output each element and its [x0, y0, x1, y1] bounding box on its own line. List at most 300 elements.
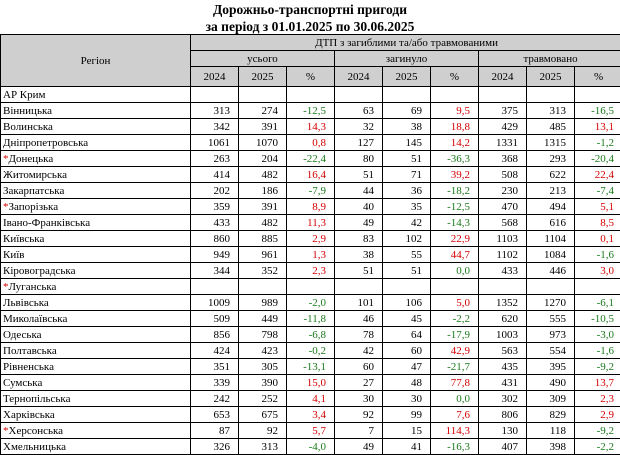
percent-cell: 4,1	[287, 391, 335, 407]
region-cell	[1, 103, 191, 119]
region-name: Львівська	[3, 297, 49, 309]
value-cell	[527, 279, 575, 295]
percent-cell	[431, 87, 479, 103]
value-cell: 92	[335, 407, 383, 423]
table-row	[1, 279, 620, 295]
value-cell: 78	[335, 327, 383, 343]
value-cell: 80	[335, 151, 383, 167]
value-cell: 263	[191, 151, 239, 167]
percent-cell: 0,0	[431, 263, 479, 279]
region-cell	[1, 247, 191, 263]
percent-cell: 44,7	[431, 247, 479, 263]
report-title	[0, 0, 620, 35]
region-cell	[1, 215, 191, 231]
percent-cell: 14,3	[287, 119, 335, 135]
percent-cell: -10,5	[575, 311, 620, 327]
region-cell	[1, 407, 191, 423]
region-name: Одеська	[3, 329, 42, 341]
percent-cell: -22,4	[287, 151, 335, 167]
col-header: 2025	[383, 67, 431, 87]
percent-cell: -4,0	[287, 439, 335, 455]
value-cell: 42	[335, 343, 383, 359]
value-cell: 69	[383, 103, 431, 119]
value-cell: 435	[479, 359, 527, 375]
value-cell: 309	[527, 391, 575, 407]
region-name: Сумська	[3, 377, 42, 389]
value-cell: 274	[239, 103, 287, 119]
value-cell: 30	[383, 391, 431, 407]
region-cell	[1, 199, 191, 215]
region-cell	[1, 343, 191, 359]
region-cell	[1, 167, 191, 183]
value-cell: 431	[479, 375, 527, 391]
region-cell	[1, 87, 191, 103]
value-cell: 40	[335, 199, 383, 215]
region-cell	[1, 263, 191, 279]
value-cell: 63	[335, 103, 383, 119]
table-body	[1, 87, 620, 455]
percent-cell	[287, 87, 335, 103]
value-cell: 130	[479, 423, 527, 439]
percent-cell: -36,3	[431, 151, 479, 167]
percent-cell: -9,2	[575, 423, 620, 439]
table-row	[1, 231, 620, 247]
percent-cell: 2,9	[287, 231, 335, 247]
value-cell: 252	[239, 391, 287, 407]
region-cell	[1, 151, 191, 167]
value-cell	[335, 279, 383, 295]
value-cell: 470	[479, 199, 527, 215]
value-cell: 127	[335, 135, 383, 151]
value-cell: 885	[239, 231, 287, 247]
percent-cell: 5,7	[287, 423, 335, 439]
region-cell	[1, 231, 191, 247]
value-cell: 563	[479, 343, 527, 359]
region-cell	[1, 183, 191, 199]
value-cell: 449	[239, 311, 287, 327]
value-cell: 49	[335, 439, 383, 455]
table-row	[1, 199, 620, 215]
value-cell: 424	[191, 343, 239, 359]
percent-cell: 5,1	[575, 199, 620, 215]
value-cell	[527, 87, 575, 103]
percent-cell: -6,1	[575, 295, 620, 311]
value-cell	[383, 279, 431, 295]
occupied-marker: *	[3, 153, 9, 165]
title-line-1: Дорожньо-транспортні пригоди	[0, 1, 620, 18]
percent-cell: 14,2	[431, 135, 479, 151]
percent-cell	[431, 279, 479, 295]
occupied-marker: *	[3, 425, 9, 437]
value-cell: 102	[383, 231, 431, 247]
value-cell: 482	[239, 215, 287, 231]
value-cell	[239, 279, 287, 295]
value-cell: 344	[191, 263, 239, 279]
percent-cell: 39,2	[431, 167, 479, 183]
table-row	[1, 295, 620, 311]
value-cell: 42	[383, 215, 431, 231]
region-name: Волинська	[3, 121, 53, 133]
occupied-marker: *	[3, 201, 9, 213]
value-cell: 313	[527, 103, 575, 119]
value-cell: 1003	[479, 327, 527, 343]
percent-cell: 2,9	[575, 407, 620, 423]
value-cell: 35	[383, 199, 431, 215]
value-cell: 51	[335, 167, 383, 183]
table-row	[1, 407, 620, 423]
value-cell: 1331	[479, 135, 527, 151]
region-cell	[1, 423, 191, 439]
percent-cell: 16,4	[287, 167, 335, 183]
col-header: 2025	[527, 67, 575, 87]
value-cell: 1270	[527, 295, 575, 311]
value-cell	[383, 87, 431, 103]
percent-cell: -18,2	[431, 183, 479, 199]
percent-cell: -2,2	[431, 311, 479, 327]
percent-cell: -2,0	[287, 295, 335, 311]
value-cell: 118	[527, 423, 575, 439]
value-cell: 1352	[479, 295, 527, 311]
value-cell: 429	[479, 119, 527, 135]
col-header: 2024	[191, 67, 239, 87]
value-cell: 30	[335, 391, 383, 407]
value-cell: 339	[191, 375, 239, 391]
percent-cell: 77,8	[431, 375, 479, 391]
region-name: Запорізька	[9, 201, 59, 213]
value-cell: 1102	[479, 247, 527, 263]
percent-cell	[575, 279, 620, 295]
value-cell	[479, 87, 527, 103]
region-cell	[1, 327, 191, 343]
value-cell: 375	[479, 103, 527, 119]
percent-cell: 114,3	[431, 423, 479, 439]
percent-cell: 3,4	[287, 407, 335, 423]
percent-cell: -17,9	[431, 327, 479, 343]
value-cell	[479, 279, 527, 295]
region-name: Івано-Франківська	[3, 217, 90, 229]
value-cell: 961	[239, 247, 287, 263]
value-cell: 989	[239, 295, 287, 311]
value-cell: 482	[239, 167, 287, 183]
value-cell: 398	[527, 439, 575, 455]
value-cell: 305	[239, 359, 287, 375]
value-cell: 60	[383, 343, 431, 359]
percent-cell: 0,0	[431, 391, 479, 407]
value-cell: 829	[527, 407, 575, 423]
value-cell: 145	[383, 135, 431, 151]
table-row	[1, 375, 620, 391]
percent-cell: -11,8	[287, 311, 335, 327]
region-cell	[1, 119, 191, 135]
subheader-injured: травмовано	[479, 51, 620, 67]
value-cell: 326	[191, 439, 239, 455]
table-row	[1, 391, 620, 407]
value-cell: 1315	[527, 135, 575, 151]
region-cell	[1, 391, 191, 407]
value-cell: 554	[527, 343, 575, 359]
percent-cell: -3,0	[575, 327, 620, 343]
percent-cell	[287, 279, 335, 295]
value-cell: 186	[239, 183, 287, 199]
accidents-table	[0, 34, 620, 455]
value-cell: 1103	[479, 231, 527, 247]
value-cell	[191, 279, 239, 295]
value-cell: 44	[335, 183, 383, 199]
value-cell: 1009	[191, 295, 239, 311]
value-cell	[335, 87, 383, 103]
table-row	[1, 103, 620, 119]
value-cell: 414	[191, 167, 239, 183]
value-cell: 46	[335, 311, 383, 327]
region-name: Херсонська	[9, 425, 64, 437]
value-cell: 313	[239, 439, 287, 455]
percent-cell: -12,5	[287, 103, 335, 119]
percent-cell: 18,8	[431, 119, 479, 135]
value-cell: 433	[479, 263, 527, 279]
region-cell	[1, 359, 191, 375]
percent-cell: 3,0	[575, 263, 620, 279]
percent-cell: -12,5	[431, 199, 479, 215]
subheader-killed: загинуло	[335, 51, 479, 67]
percent-cell: -16,3	[431, 439, 479, 455]
percent-cell: 22,9	[431, 231, 479, 247]
value-cell: 293	[527, 151, 575, 167]
value-cell	[239, 87, 287, 103]
region-name: Тернопільська	[3, 393, 70, 405]
value-cell: 36	[383, 183, 431, 199]
value-cell: 51	[383, 263, 431, 279]
value-cell: 616	[527, 215, 575, 231]
region-cell	[1, 311, 191, 327]
percent-cell: 5,0	[431, 295, 479, 311]
percent-cell: -6,8	[287, 327, 335, 343]
percent-cell: 0,1	[575, 231, 620, 247]
value-cell: 55	[383, 247, 431, 263]
percent-cell: -7,4	[575, 183, 620, 199]
value-cell: 83	[335, 231, 383, 247]
value-cell: 38	[335, 247, 383, 263]
value-cell: 27	[335, 375, 383, 391]
value-cell: 230	[479, 183, 527, 199]
title-line-2: за період з 01.01.2025 по 30.06.2025	[0, 18, 620, 35]
percent-cell: 8,5	[575, 215, 620, 231]
value-cell: 38	[383, 119, 431, 135]
value-cell: 391	[239, 199, 287, 215]
value-cell: 202	[191, 183, 239, 199]
value-cell: 351	[191, 359, 239, 375]
value-cell: 242	[191, 391, 239, 407]
percent-cell: -16,5	[575, 103, 620, 119]
percent-cell: -1,6	[575, 247, 620, 263]
value-cell: 313	[191, 103, 239, 119]
value-cell: 51	[383, 151, 431, 167]
region-name: Полтавська	[3, 345, 57, 357]
region-name: Харківська	[3, 409, 55, 421]
value-cell: 485	[527, 119, 575, 135]
percent-cell: 11,3	[287, 215, 335, 231]
region-name: АР Крим	[3, 89, 46, 101]
value-cell: 71	[383, 167, 431, 183]
value-cell: 494	[527, 199, 575, 215]
value-cell	[191, 87, 239, 103]
value-cell: 490	[527, 375, 575, 391]
percent-cell: -9,2	[575, 359, 620, 375]
table-row	[1, 151, 620, 167]
region-name: Житомирська	[3, 169, 67, 181]
col-header: 2024	[335, 67, 383, 87]
col-header: 2025	[239, 67, 287, 87]
region-cell	[1, 375, 191, 391]
table-row	[1, 167, 620, 183]
table-header	[1, 35, 620, 87]
percent-cell: -7,9	[287, 183, 335, 199]
value-cell: 391	[239, 119, 287, 135]
percent-cell: 13,1	[575, 119, 620, 135]
value-cell: 47	[383, 359, 431, 375]
value-cell: 555	[527, 311, 575, 327]
percent-cell: 2,3	[575, 391, 620, 407]
percent-cell: 42,9	[431, 343, 479, 359]
value-cell: 446	[527, 263, 575, 279]
region-cell	[1, 295, 191, 311]
percent-cell	[575, 87, 620, 103]
value-cell: 856	[191, 327, 239, 343]
value-cell: 204	[239, 151, 287, 167]
table-row	[1, 87, 620, 103]
region-name: Хмельницька	[3, 441, 66, 453]
table-row	[1, 439, 620, 455]
region-name: Миколаївська	[3, 313, 67, 325]
value-cell: 798	[239, 327, 287, 343]
value-cell: 101	[335, 295, 383, 311]
table-row	[1, 263, 620, 279]
value-cell: 49	[335, 215, 383, 231]
value-cell: 48	[383, 375, 431, 391]
col-header: %	[287, 67, 335, 87]
value-cell: 620	[479, 311, 527, 327]
table-row	[1, 215, 620, 231]
value-cell: 1084	[527, 247, 575, 263]
region-name: Кіровоградська	[3, 265, 75, 277]
percent-cell: 22,4	[575, 167, 620, 183]
value-cell: 352	[239, 263, 287, 279]
region-name: Дніпропетровська	[3, 137, 88, 149]
percent-cell: 13,7	[575, 375, 620, 391]
value-cell: 653	[191, 407, 239, 423]
value-cell: 359	[191, 199, 239, 215]
value-cell: 1070	[239, 135, 287, 151]
value-cell: 7	[335, 423, 383, 439]
value-cell: 302	[479, 391, 527, 407]
value-cell: 99	[383, 407, 431, 423]
value-cell: 508	[479, 167, 527, 183]
value-cell: 87	[191, 423, 239, 439]
region-name: Рівненська	[3, 361, 54, 373]
value-cell: 60	[335, 359, 383, 375]
table-row	[1, 119, 620, 135]
table-row	[1, 183, 620, 199]
value-cell: 368	[479, 151, 527, 167]
table-row	[1, 311, 620, 327]
region-name: Вінницька	[3, 105, 52, 117]
value-cell: 15	[383, 423, 431, 439]
value-cell: 32	[335, 119, 383, 135]
percent-cell: -1,2	[575, 135, 620, 151]
region-cell	[1, 279, 191, 295]
percent-cell: 9,5	[431, 103, 479, 119]
percent-cell: 2,3	[287, 263, 335, 279]
value-cell: 675	[239, 407, 287, 423]
percent-cell: 15,0	[287, 375, 335, 391]
percent-cell: -14,3	[431, 215, 479, 231]
value-cell: 622	[527, 167, 575, 183]
value-cell: 1061	[191, 135, 239, 151]
percent-cell: -21,7	[431, 359, 479, 375]
col-header: %	[431, 67, 479, 87]
percent-cell: 1,3	[287, 247, 335, 263]
subheader-total: усього	[191, 51, 335, 67]
value-cell: 423	[239, 343, 287, 359]
group-header: ДТП з загиблими та/або травмованими	[191, 35, 620, 51]
percent-cell: -2,2	[575, 439, 620, 455]
value-cell: 51	[335, 263, 383, 279]
region-column-header: Регіон	[1, 35, 191, 87]
table-row	[1, 359, 620, 375]
value-cell: 395	[527, 359, 575, 375]
value-cell: 64	[383, 327, 431, 343]
region-name: Закарпатська	[3, 185, 64, 197]
value-cell: 45	[383, 311, 431, 327]
value-cell: 213	[527, 183, 575, 199]
value-cell: 106	[383, 295, 431, 311]
percent-cell: -13,1	[287, 359, 335, 375]
table-row	[1, 327, 620, 343]
table-row	[1, 423, 620, 439]
col-header: 2024	[479, 67, 527, 87]
percent-cell: 8,9	[287, 199, 335, 215]
value-cell: 41	[383, 439, 431, 455]
value-cell: 1104	[527, 231, 575, 247]
value-cell: 973	[527, 327, 575, 343]
region-name: Донецька	[9, 153, 54, 165]
table-row	[1, 135, 620, 151]
col-header: %	[575, 67, 620, 87]
percent-cell: 0,8	[287, 135, 335, 151]
region-name: Київ	[3, 249, 24, 261]
percent-cell: -20,4	[575, 151, 620, 167]
value-cell: 390	[239, 375, 287, 391]
value-cell: 806	[479, 407, 527, 423]
region-cell	[1, 439, 191, 455]
table-row	[1, 247, 620, 263]
occupied-marker: *	[3, 281, 9, 293]
value-cell: 568	[479, 215, 527, 231]
value-cell: 407	[479, 439, 527, 455]
region-name: Київська	[3, 233, 44, 245]
value-cell: 433	[191, 215, 239, 231]
region-cell	[1, 135, 191, 151]
table-row	[1, 343, 620, 359]
percent-cell: -1,6	[575, 343, 620, 359]
value-cell: 860	[191, 231, 239, 247]
value-cell: 509	[191, 311, 239, 327]
value-cell: 92	[239, 423, 287, 439]
percent-cell: 7,6	[431, 407, 479, 423]
percent-cell: -0,2	[287, 343, 335, 359]
region-name: Луганська	[9, 281, 57, 293]
value-cell: 342	[191, 119, 239, 135]
value-cell: 949	[191, 247, 239, 263]
